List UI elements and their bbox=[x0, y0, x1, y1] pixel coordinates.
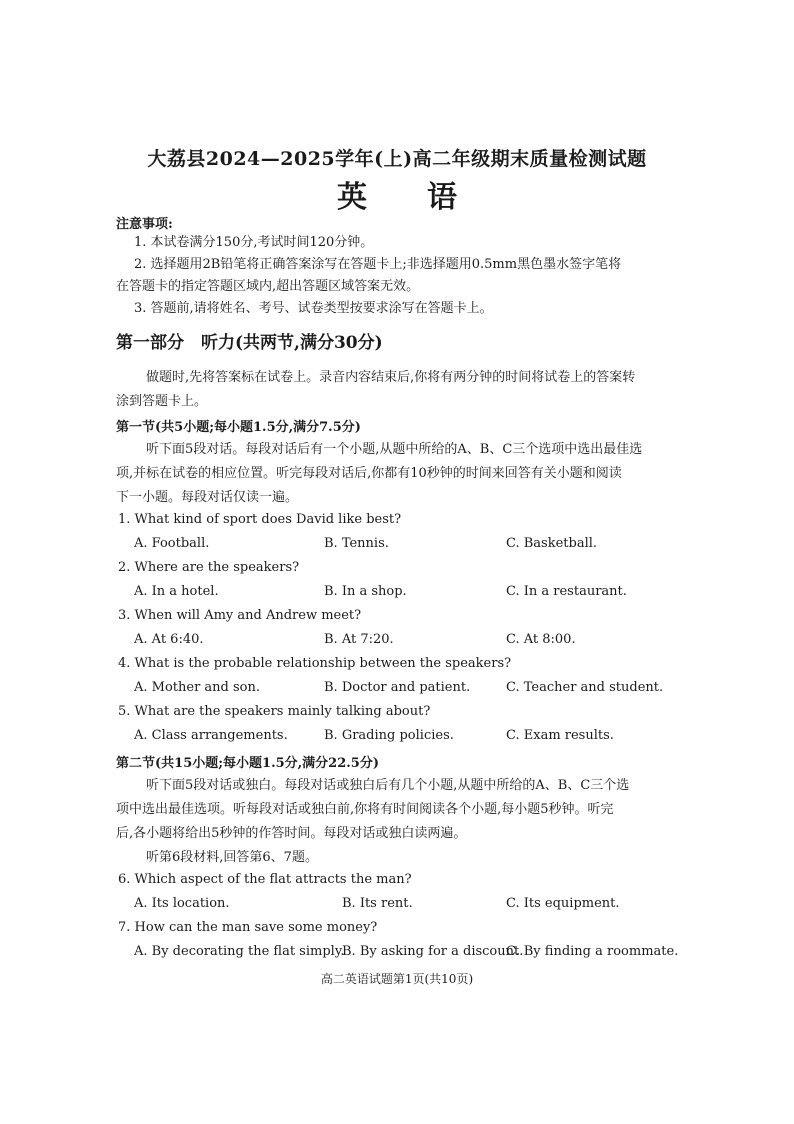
q6-option-b: B. Its rent. bbox=[342, 896, 413, 911]
q3-option-b: B. At 7:20. bbox=[324, 632, 394, 647]
section1-instr-2: 项,并标在试卷的相应位置。听完每段对话后,你都有10秒钟的时间来回答有关小题和阅读 bbox=[116, 466, 622, 481]
q7-option-a: A. By decorating the flat simply. bbox=[134, 944, 345, 959]
section2-instr-3: 后,各小题将给出5秒钟的作答时间。每段对话或独白读两遍。 bbox=[116, 826, 467, 841]
q5-option-c: C. Exam results. bbox=[506, 728, 614, 743]
q4-option-b: B. Doctor and patient. bbox=[324, 680, 471, 695]
q5-option-a: A. Class arrangements. bbox=[134, 728, 288, 743]
exam-title: 大荔县2024—2025学年(上)高二年级期末质量检测试题 bbox=[147, 148, 647, 170]
q2-option-b: B. In a shop. bbox=[324, 584, 407, 599]
section2-instr-2: 项中选出最佳选项。听每段对话或独白前,你将有时间阅读各个小题,每小题5秒钟。听完 bbox=[116, 802, 614, 817]
question-5: 5. What are the speakers mainly talking about? bbox=[118, 704, 431, 719]
q3-option-a: A. At 6:40. bbox=[134, 632, 204, 647]
question-3: 3. When will Amy and Andrew meet? bbox=[118, 608, 362, 623]
note-item-2-cont: 在答题卡的指定答题区域内,超出答题区域答案无效。 bbox=[116, 279, 420, 294]
question-6: 6. Which aspect of the flat attracts the man? bbox=[118, 872, 412, 887]
page-footer: 高二英语试题第1页(共10页) bbox=[320, 972, 474, 986]
question-1: 1. What kind of sport does David like best? bbox=[118, 512, 402, 527]
q7-option-b: B. By asking for a discount. bbox=[342, 944, 524, 959]
q7-option-c: C. By finding a roommate. bbox=[506, 944, 679, 959]
notes-heading: 注意事项: bbox=[116, 217, 173, 232]
part1-heading: 第一部分 听力(共两节,满分30分) bbox=[116, 333, 383, 353]
q1-option-b: B. Tennis. bbox=[324, 536, 389, 551]
q5-option-b: B. Grading policies. bbox=[324, 728, 454, 743]
q1-option-c: C. Basketball. bbox=[506, 536, 598, 551]
q6-option-a: A. Its location. bbox=[134, 896, 230, 911]
section1-heading: 第一节(共5小题;每小题1.5分,满分7.5分) bbox=[116, 420, 361, 435]
note-item-3: 3. 答题前,请将姓名、考号、试卷类型按要求涂写在答题卡上。 bbox=[134, 301, 493, 316]
q4-option-c: C. Teacher and student. bbox=[506, 680, 664, 695]
part1-intro-line-2: 涂到答题卡上。 bbox=[116, 394, 208, 409]
section1-instr-3: 下一小题。每段对话仅读一遍。 bbox=[116, 490, 299, 505]
question-7: 7. How can the man save some money? bbox=[118, 920, 378, 935]
q6-option-c: C. Its equipment. bbox=[506, 896, 620, 911]
section2-material: 听第6段材料,回答第6、7题。 bbox=[146, 850, 318, 865]
question-4: 4. What is the probable relationship between the speakers? bbox=[118, 656, 512, 671]
note-item-1: 1. 本试卷满分150分,考试时间120分钟。 bbox=[134, 235, 374, 250]
q4-option-a: A. Mother and son. bbox=[134, 680, 261, 695]
q1-option-a: A. Football. bbox=[134, 536, 210, 551]
section2-instr-1: 听下面5段对话或独白。每段对话或独白后有几个小题,从题中所给的A、B、C三个选 bbox=[146, 778, 630, 793]
subject-title: 英语 bbox=[337, 180, 517, 215]
q2-option-a: A. In a hotel. bbox=[134, 584, 219, 599]
section2-heading: 第二节(共15小题;每小题1.5分,满分22.5分) bbox=[116, 756, 379, 771]
note-item-2: 2. 选择题用2B铅笔将正确答案涂写在答题卡上;非选择题用0.5mm黑色墨水签字笔将 bbox=[134, 257, 622, 272]
section1-instr-1: 听下面5段对话。每段对话后有一个小题,从题中所给的A、B、C三个选项中选出最佳选 bbox=[146, 442, 643, 457]
part1-intro-line-1: 做题时,先将答案标在试卷上。录音内容结束后,你将有两分钟的时间将试卷上的答案转 bbox=[146, 370, 636, 385]
q2-option-c: C. In a restaurant. bbox=[506, 584, 627, 599]
q3-option-c: C. At 8:00. bbox=[506, 632, 576, 647]
question-2: 2. Where are the speakers? bbox=[118, 560, 300, 575]
